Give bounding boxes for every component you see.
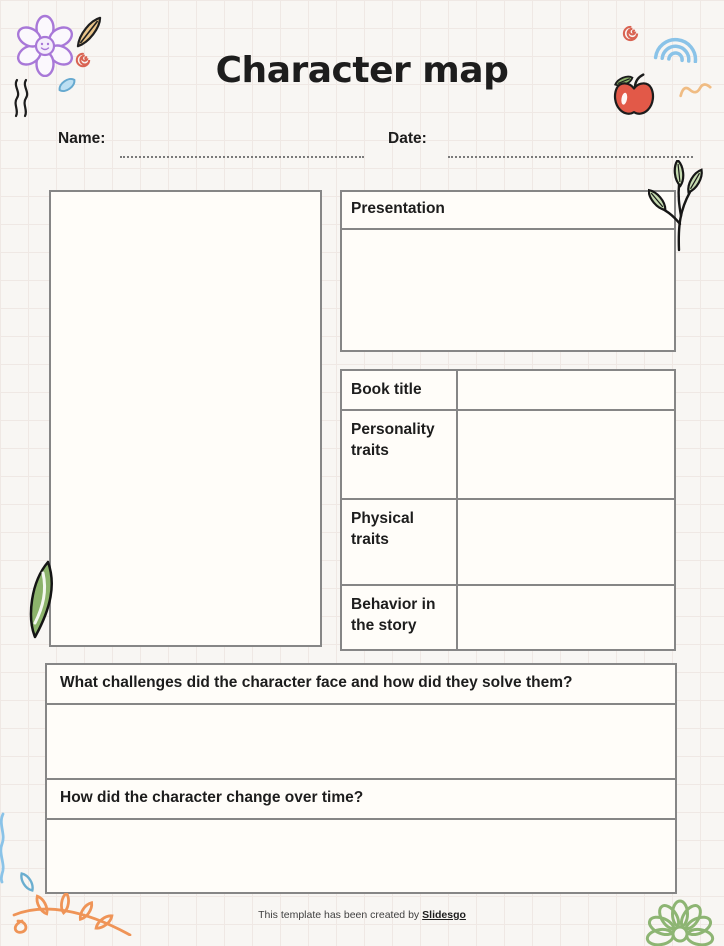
blue-petal-doodle-icon	[17, 870, 37, 894]
footer-credit	[0, 909, 724, 921]
attribute-label: Physical traits	[342, 500, 458, 584]
name-label: Name:	[58, 130, 106, 147]
tan-leaf-doodle-icon	[72, 12, 106, 52]
attribute-input-cell[interactable]	[458, 411, 674, 498]
question-1: What challenges did the character face and how did they solve them?	[47, 665, 675, 705]
attribute-label: Book title	[342, 371, 458, 409]
attributes-table	[340, 369, 676, 651]
presentation-label: Presentation	[342, 192, 674, 230]
presentation-input-area[interactable]	[342, 230, 674, 348]
table-row	[342, 500, 674, 586]
name-input-line[interactable]	[120, 130, 364, 158]
character-drawing-box[interactable]	[49, 190, 322, 647]
red-spiral-doodle-icon	[622, 25, 639, 42]
page-title: Character map	[215, 50, 509, 91]
date-input-line[interactable]	[448, 130, 693, 158]
footer-text: This template has been created by	[258, 909, 420, 921]
attribute-label: Personality traits	[342, 411, 458, 498]
blue-wave-line-doodle-icon	[0, 812, 7, 884]
attribute-label: Behavior in the story	[342, 586, 458, 649]
table-row	[342, 411, 674, 500]
attribute-input-cell[interactable]	[458, 586, 674, 649]
attribute-input-cell[interactable]	[458, 500, 674, 584]
table-row	[342, 371, 674, 411]
question-2: How did the character change over time?	[47, 780, 675, 820]
table-row	[342, 586, 674, 649]
slidesgo-link[interactable]: Slidesgo	[422, 909, 466, 921]
question-1-answer-area[interactable]	[47, 705, 675, 780]
questions-section	[45, 663, 677, 894]
presentation-section	[340, 190, 676, 352]
attribute-input-cell[interactable]	[458, 371, 674, 409]
question-2-answer-area[interactable]	[47, 820, 675, 892]
date-label: Date:	[388, 130, 427, 147]
